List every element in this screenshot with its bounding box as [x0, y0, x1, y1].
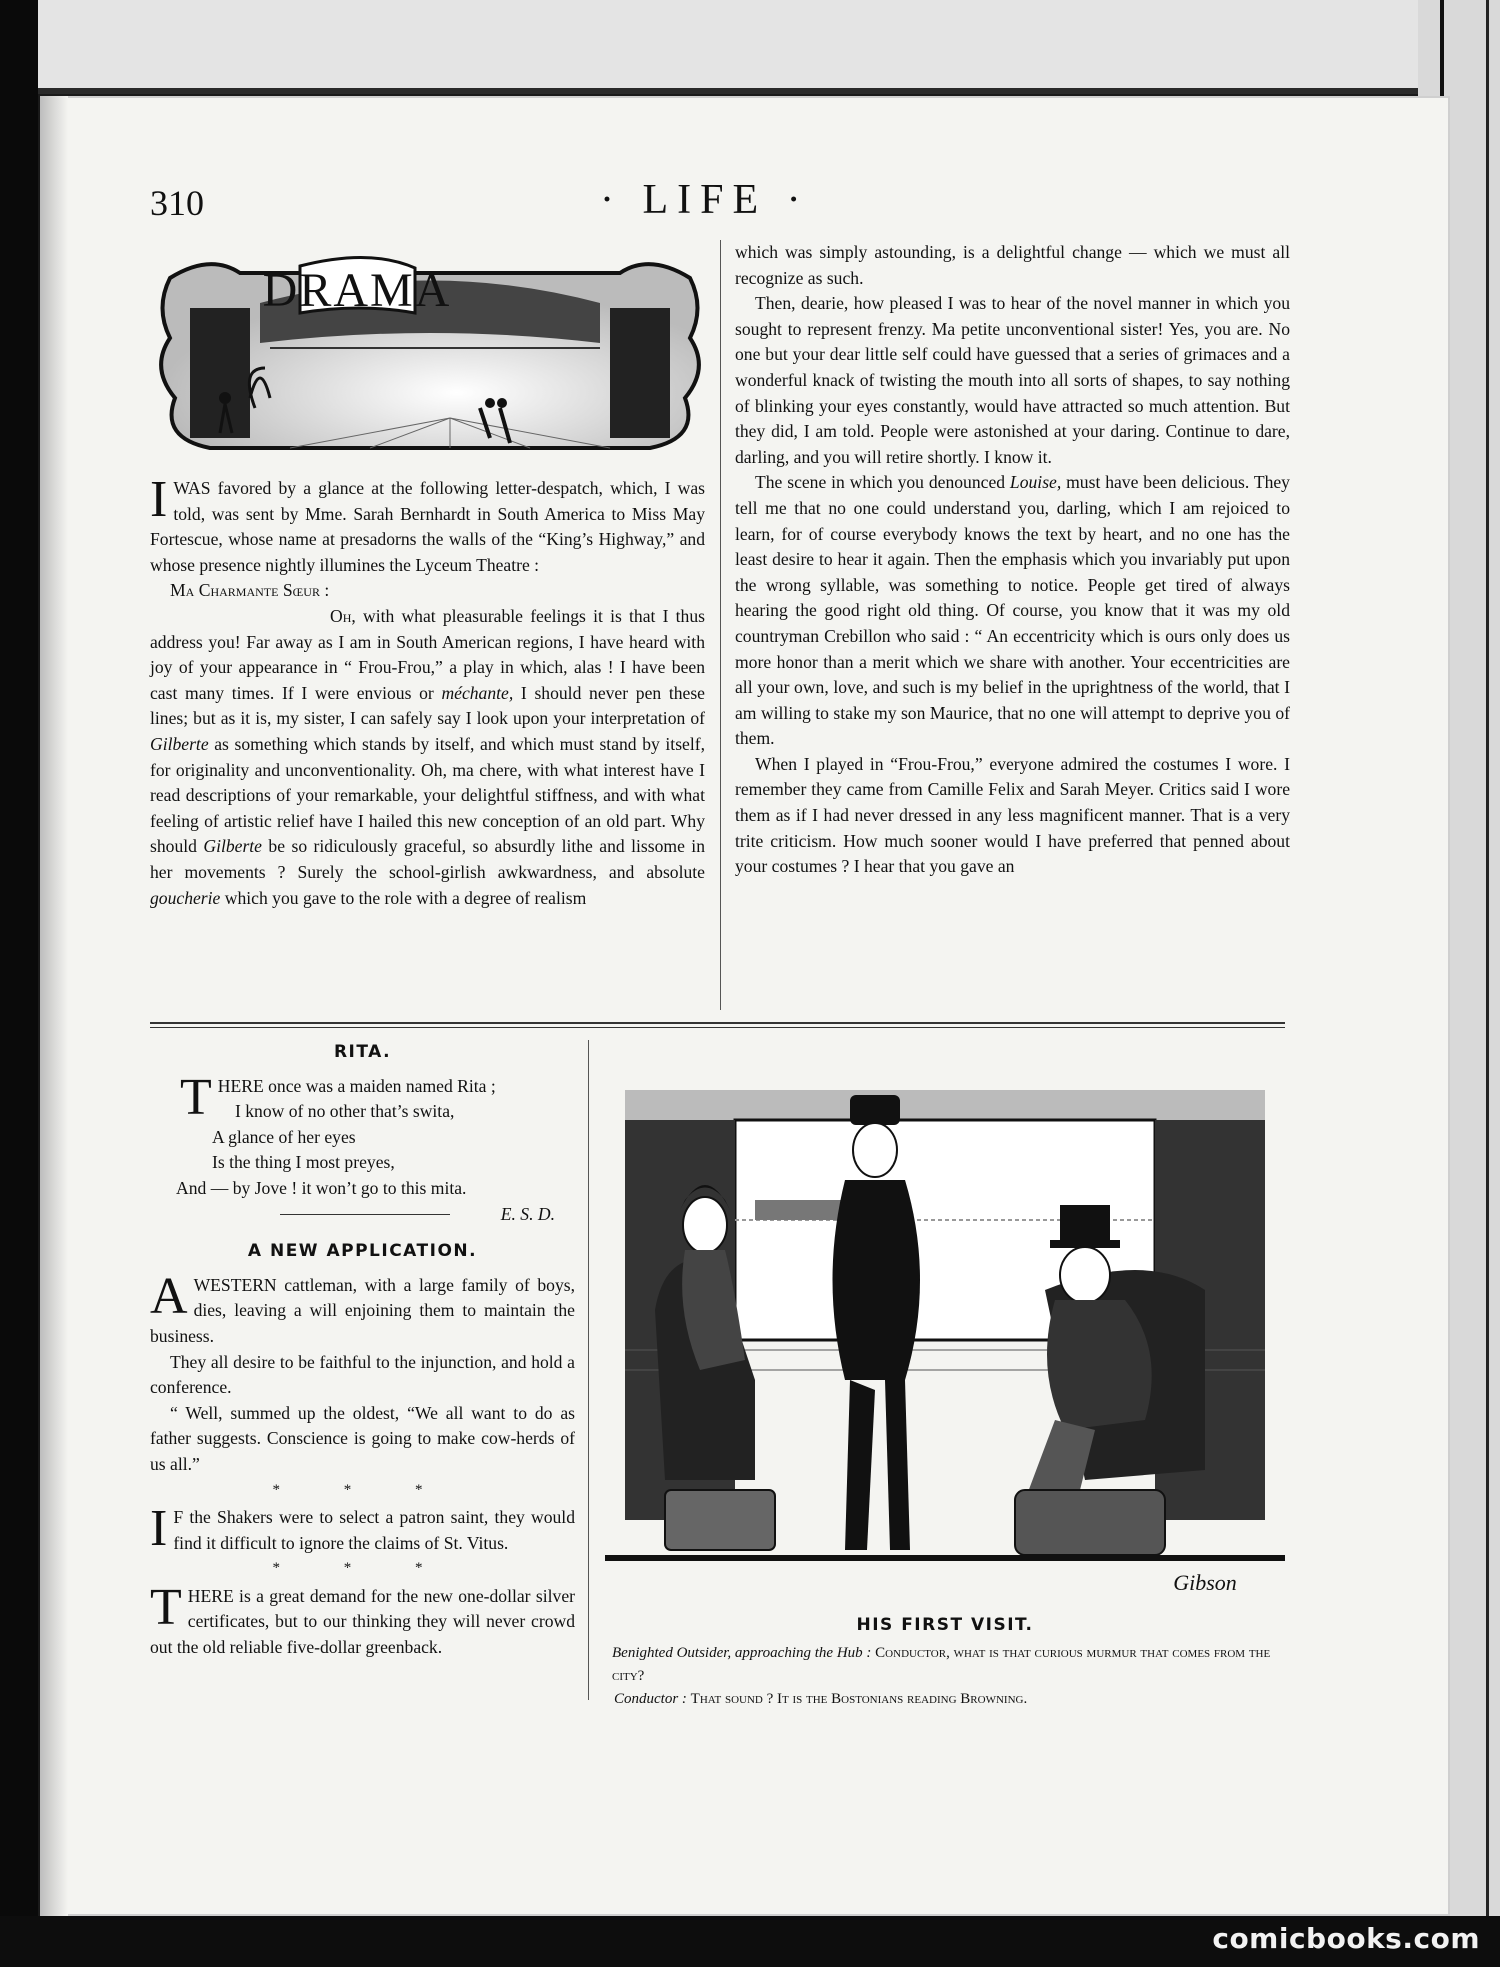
poem-line: HERE once was a maiden named Rita ;: [217, 1075, 496, 1096]
page-shadow: [40, 96, 68, 1916]
previous-page-shadow: [0, 88, 1500, 94]
italic-word: goucherie: [150, 887, 221, 908]
italic-word: méchante,: [441, 682, 514, 703]
paragraph: When I played in “Frou-Frou,” everyone admired the costumes I wore. I remember they came from Camille Felix and Sarah Meyer. Critics said I wore them as if I had never dressed in any less magnificent manner. That is a very trite criticism. How much sooner would I have preferred that penned about your costumes ? I hear that you gave an: [735, 753, 1290, 877]
drop-cap: T: [150, 1578, 182, 1636]
paragraph-text: which you gave to the role with a degree of realism: [220, 887, 587, 908]
train-car-illustration: [605, 1050, 1285, 1610]
drama-banner-illustration: [150, 248, 710, 468]
drop-cap: I: [150, 471, 168, 528]
banner-title: DRAMA: [262, 264, 452, 317]
column-divider: [720, 240, 721, 1010]
signature-line: [150, 1202, 575, 1228]
paragraph: They all desire to be faithful to the injunction, and hold a conference.: [150, 1351, 575, 1398]
drop-cap: T: [180, 1068, 212, 1126]
paragraph: [735, 470, 1290, 752]
poem-line: Is the thing I most preyes,: [212, 1152, 395, 1173]
salutation: Ma Charmante Sœur :: [170, 580, 330, 601]
paragraph-text: WAS favored by a glance at the following letter-despatch, which, I was told, was sent by Mme. Sarah Bernhardt in South America to Miss May Fortescue, whose name at presadorns the walls of the “King’s Highway,” and whose presence nightly illumines the Lyceum Theatre :: [150, 478, 705, 575]
illustration-caption: [612, 1642, 1292, 1711]
paragraph-text: HERE is a great demand for the new one-dollar silver certificates, but to our thinking they will never crowd out the old reliable five-dollar greenback.: [150, 1585, 575, 1658]
section-rule: [150, 1022, 1285, 1024]
scan-line: [1486, 0, 1489, 1967]
paragraph: “ Well, summed up the oldest, “We all want to do as father suggests. Conscience is going to make cow-herds of us all.”: [150, 1402, 575, 1474]
column-divider: [588, 1040, 589, 1700]
caption-line: [612, 1642, 1292, 1688]
paragraph: which was simply astounding, is a delightful change — which we must all recognize as such.: [735, 242, 1290, 288]
bottom-left-column: [150, 1040, 575, 1661]
italic-word: Gilberte: [203, 836, 262, 857]
paragraph-text: I should never pen these lines; but as it is, my sister, I can safely say I look upon your interpretation of: [150, 682, 705, 729]
drop-cap: A: [150, 1267, 188, 1325]
paragraph-text: with what pleasurable feelings it is that I thus address you! Far away as I am in South American regions, I have heard with joy of your appearance in “ Frou-Frou,” a play in which, alas ! I have been cast many times. If I were envious or: [150, 605, 705, 703]
watermark: comicbooks.com: [1212, 1922, 1480, 1955]
paragraph: [150, 471, 705, 578]
masthead: · LIFE ·: [600, 177, 810, 223]
rita-heading: RITA.: [333, 1042, 392, 1062]
paragraph-text: F the Shakers were to select a patron saint, they would find it difficult to ignore the claims of St. Vitus.: [173, 1507, 575, 1553]
signature: E. S. D.: [500, 1203, 555, 1224]
section-rule: [150, 1027, 1285, 1028]
application-heading: A NEW APPLICATION.: [247, 1241, 478, 1262]
drama-left-column: [150, 471, 705, 911]
drama-right-column: [735, 240, 1290, 880]
caption-line: [614, 1688, 1292, 1711]
paragraph-text: The scene in which you denounced: [755, 472, 1010, 493]
paragraph: [150, 1267, 575, 1350]
section-stars: * * *: [272, 1481, 453, 1498]
paragraph: [150, 604, 705, 911]
paragraph: [150, 1500, 575, 1558]
illustration-title: HIS FIRST VISIT.: [856, 1615, 1034, 1635]
short-rule: [280, 1214, 450, 1215]
poem-line: I know of no other that’s swita,: [235, 1101, 455, 1122]
paragraph: Then, dearie, how pleased I was to hear of the novel manner in which you sought to represent frenzy. Ma petite unconventional sister! Yes, you are. No one but your dear little self could have guessed that a series of grimaces and a wonderful knack of twisting the mouth into all sorts of shapes, to say nothing of blinking your eyes constantly, would have attracted so much attention. But they did, I am told. People were astonished at your daring. Continue to dare, darling, and you will retire shortly. I know it.: [735, 293, 1290, 467]
caption-text: That sound ? It is the Bostonians reading Browning.: [690, 1691, 1028, 1707]
paragraph: [150, 1578, 575, 1661]
italic-word: Louise,: [1009, 472, 1062, 493]
drop-cap: I: [150, 1500, 168, 1558]
poem-line: A glance of her eyes: [212, 1126, 356, 1147]
paragraph-text: must have been delicious. They tell me that no one could understand you, darling, which I am rejoiced to learn, for of course everybody knows the text by heart, and no one has the least desire to hear it again. Then the emphasis which you invariably put upon the wrong syllable, was something to notice. People get tired of always hearing the good right old thing. Of course, you know that it was my old countryman Crebillon who said : “ An eccentricity which is ours only does us more honor than a merit which we share with another. Your eccentricities are all your own, love, and such is my belief in the uprightness of the world, that I am willing to stake my son Maurice, that no one will attempt to deprive you of them.: [735, 472, 1290, 749]
rita-poem: [150, 1068, 575, 1202]
paragraph-text: WESTERN cattleman, with a large family of boys, dies, leaving a will enjoining them to maintain the business.: [150, 1274, 575, 1346]
caption-speaker: Benighted Outsider, approaching the Hub :: [612, 1645, 872, 1661]
section-stars: * * *: [272, 1560, 453, 1577]
italic-word: Gilberte: [150, 733, 209, 754]
scan-border-left: [0, 0, 38, 1967]
paragraph-text: be so ridiculously graceful, so absurdly lithe and lissome in her movements ? Surely the school-girlish awkwardness, and absolute: [150, 836, 705, 882]
lead-word: Oh,: [330, 605, 356, 626]
artist-signature: Gibson: [1173, 1570, 1237, 1595]
poem-line: And — by Jove ! it won’t go to this mita.: [176, 1177, 467, 1198]
page-number: 310: [150, 183, 204, 223]
caption-text: Conductor, what is that curious murmur that comes from the city?: [612, 1645, 1271, 1684]
caption-speaker: Conductor :: [614, 1691, 687, 1707]
paragraph-text: as something which stands by itself, and which must stand by itself, for originality and unconventionality. Oh, ma chere, with what interest have I read descriptions of your remarkable, your delightful stiffness, and with what feeling of artistic relief have I hailed this new conception of an old part. Why should: [150, 733, 705, 857]
previous-page-edge: [0, 0, 1500, 92]
